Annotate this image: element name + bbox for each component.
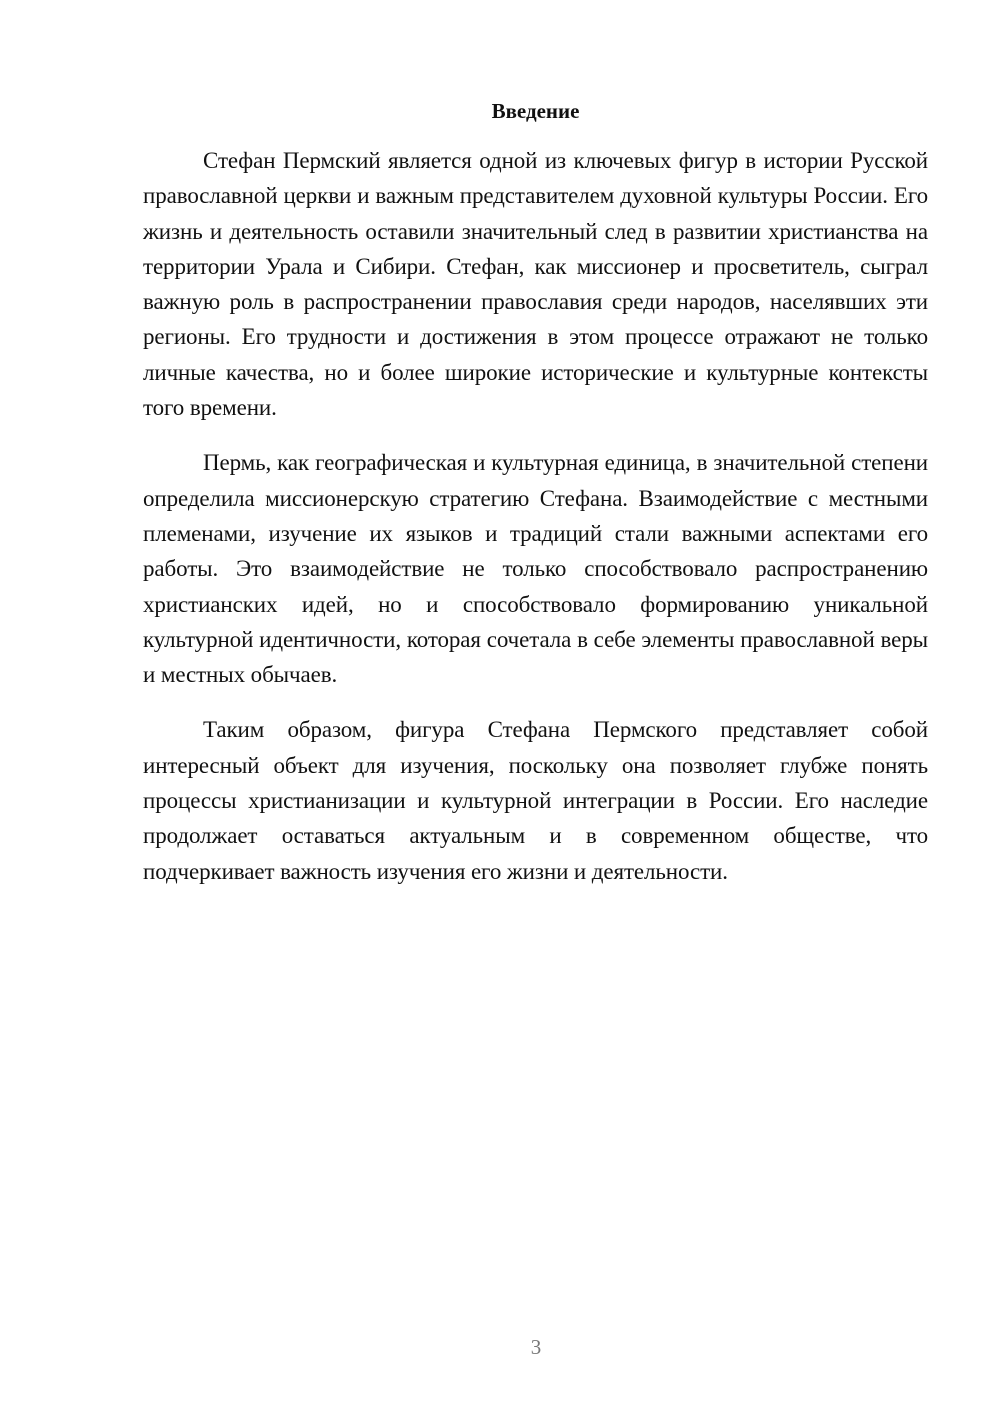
section-heading: Введение (491, 99, 580, 123)
paragraph-3: Таким образом, фигура Стефана Пермского представляет собой интересный объект для изучения, поскольку она позволяет глубже понять процессы христианизации и культурной интеграции в России. Его наследие продолжает оставаться актуальным и в современном обществе, что подчеркивает важность изучения его жизни и деятельности. (143, 717, 928, 884)
paragraph-1: Стефан Пермский является одной из ключевых фигур в истории Русской православной церкви и важным представителем духовной культуры России. Его жизнь и деятельность оставили значительный след в развитии христианства на территории Урала и Сибири. Стефан, как миссионер и просветитель, сыграл важную роль в распространении православия среди народов, населявших эти регионы. Его трудности и достижения в этом процессе отражают не только личные качества, но и более широкие исторические и культурные контексты того времени. (143, 148, 928, 421)
document-body (143, 143, 928, 909)
paragraph-2: Пермь, как географическая и культурная единица, в значительной степени определила миссионерскую стратегию Стефана. Взаимодействие с местными племенами, изучение их языков и традиций стали важными аспектами его работы. Это взаимодействие не только способствовало распространению христианских идей, но и способствовало формированию уникальной культурной идентичности, которая сочетала в себе элементы православной веры и местных обычаев. (143, 450, 928, 688)
page-number: 3 (530, 1335, 542, 1359)
